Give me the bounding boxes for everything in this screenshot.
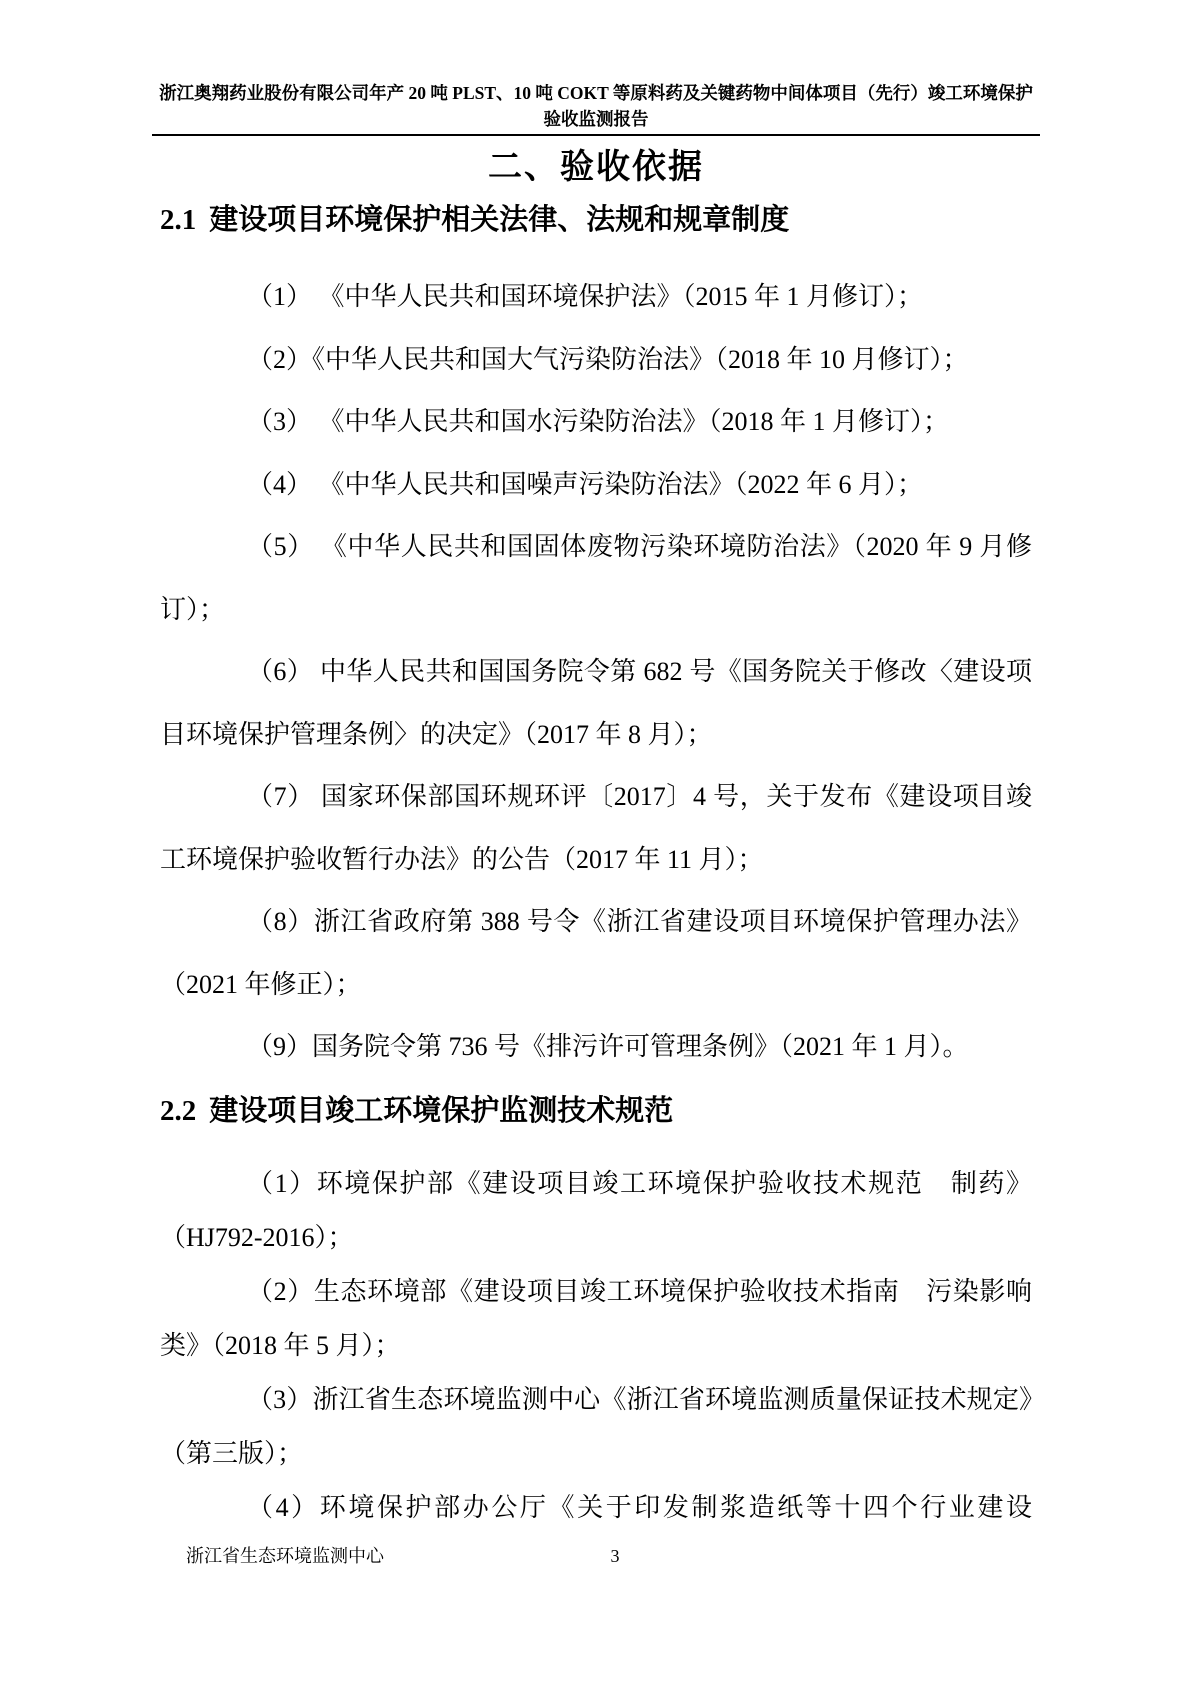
legal-item: （6） 中华人民共和国国务院令第 682 号《国务院关于修改〈建设项目环境保护管理条例〉的决定》（2017 年 8 月）； (160, 657, 1032, 749)
standard-item: （1）环境保护部《建设项目竣工环境保护验收技术规范 制药》（HJ792-2016）； (160, 1168, 1032, 1252)
legal-item: （9）国务院令第 736 号《排污许可管理条例》（2021 年 1 月）。 (247, 1032, 969, 1061)
legal-item: （5） 《中华人民共和国固体废物污染环境防治法》（2020 年 9 月修订）； (160, 532, 1032, 624)
standard-item: （2）生态环境部《建设项目竣工环境保护验收技术指南 污染影响类》（2018 年 5 月）； (160, 1276, 1032, 1360)
legal-item: （2）《中华人民共和国大气污染防治法》（2018 年 10 月修订）； (247, 344, 969, 374)
legal-item: （7） 国家环保部国环规环评〔2017〕4 号，关于发布《建设项目竣工环境保护验收暂行办法》的公告（2017 年 11 月）； (160, 782, 1032, 874)
section-number: 2.2 (160, 1094, 197, 1127)
section-heading-2-2 (160, 1091, 1032, 1131)
section-2-2-items (160, 1157, 1032, 1535)
running-header: 浙江奥翔药业股份有限公司年产 20 吨 PLST、10 吨 COKT 等原料药及关键药物中间体项目（先行）竣工环境保护验收监测报告 (159, 83, 1033, 129)
chapter-title: 二、验收依据 (488, 149, 704, 186)
legal-item: （8）浙江省政府第 388 号令《浙江省建设项目环境保护管理办法》（2021 年修正）； (160, 907, 1032, 999)
page-body (160, 200, 1032, 1535)
header-divider (152, 134, 1040, 136)
legal-item: （1） 《中华人民共和国环境保护法》（2015 年 1 月修订）； (247, 282, 924, 311)
footer-organization: 浙江省生态环境监测中心 (186, 1546, 384, 1566)
standard-item: （3）浙江省生态环境监测中心《浙江省环境监测质量保证技术规定》（第三版）； (160, 1384, 1032, 1468)
section-title: 建设项目环境保护相关法律、法规和规章制度 (209, 204, 790, 236)
legal-item: （4） 《中华人民共和国噪声污染防治法》（2022 年 6 月）； (247, 469, 924, 499)
section-2-1-items (160, 266, 1032, 1079)
page-number: 3 (610, 1546, 620, 1566)
section-heading-2-1 (160, 200, 1032, 240)
section-title: 建设项目竣工环境保护监测技术规范 (209, 1094, 674, 1127)
legal-item: （3） 《中华人民共和国水污染防治法》（2018 年 1 月修订）； (247, 407, 950, 436)
section-number: 2.1 (160, 204, 197, 236)
standard-item-truncated: （4）环境保护部办公厅《关于印发制浆造纸等十四个行业建设 (247, 1492, 1032, 1522)
